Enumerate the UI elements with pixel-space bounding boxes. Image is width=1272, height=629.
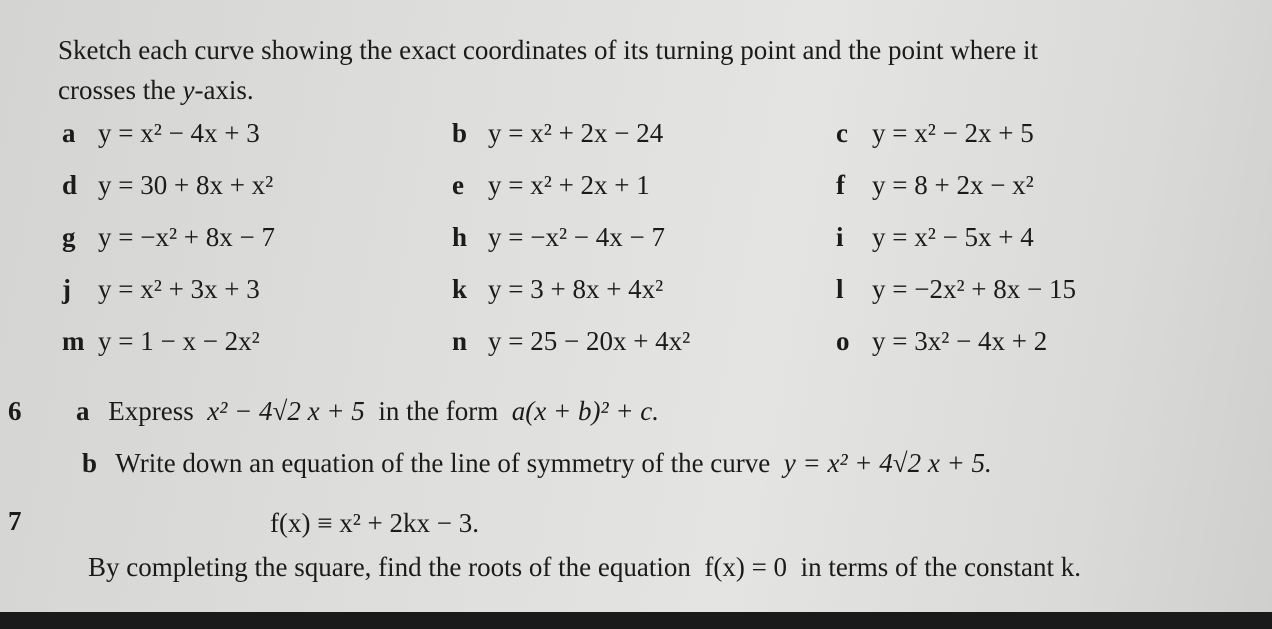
question-item-i: i y = x² − 5x + 4 (836, 222, 1034, 252)
question-number-6: 6 (8, 396, 22, 426)
question-item-n: n y = 25 − 20x + 4x² (452, 326, 691, 356)
instruction-line-1: Sketch each curve showing the exact coordinates of its turning point and the point where it (58, 35, 1038, 65)
question-item-a: a y = x² − 4x + 3 (62, 118, 260, 148)
question-item-d: d y = 30 + 8x + x² (62, 170, 274, 200)
question-item-h: h y = −x² − 4x − 7 (452, 222, 666, 252)
question-item-g: g y = −x² + 8x − 7 (62, 222, 276, 252)
question-7-text: By completing the square, find the roots of the equation f(x) = 0 in terms of the constant k. (88, 552, 1082, 582)
question-item-c: c y = x² − 2x + 5 (836, 118, 1034, 148)
question-number-7: 7 (8, 506, 22, 536)
question-7-identity: f(x) ≡ x² + 2kx − 3. (270, 508, 479, 538)
question-item-b: b y = x² + 2x − 24 (452, 118, 664, 148)
instruction-line-2: crosses the y-axis. (58, 75, 254, 105)
question-item-l: l y = −2x² + 8x − 15 (836, 274, 1077, 304)
question-6b: b Write down an equation of the line of symmetry of the curve y = x² + 4√2 x + 5. (82, 448, 992, 478)
question-item-j: j y = x² + 3x + 3 (62, 274, 260, 304)
question-item-m: m y = 1 − x − 2x² (62, 326, 260, 356)
exercise-instruction (58, 30, 1038, 110)
question-6a: a Express x² − 4√2 x + 5 in the form a(x + b)² + c. (76, 396, 660, 426)
question-item-e: e y = x² + 2x + 1 (452, 170, 650, 200)
question-item-k: k y = 3 + 8x + 4x² (452, 274, 664, 304)
question-item-f: f y = 8 + 2x − x² (836, 170, 1034, 200)
question-item-o: o y = 3x² − 4x + 2 (836, 326, 1048, 356)
